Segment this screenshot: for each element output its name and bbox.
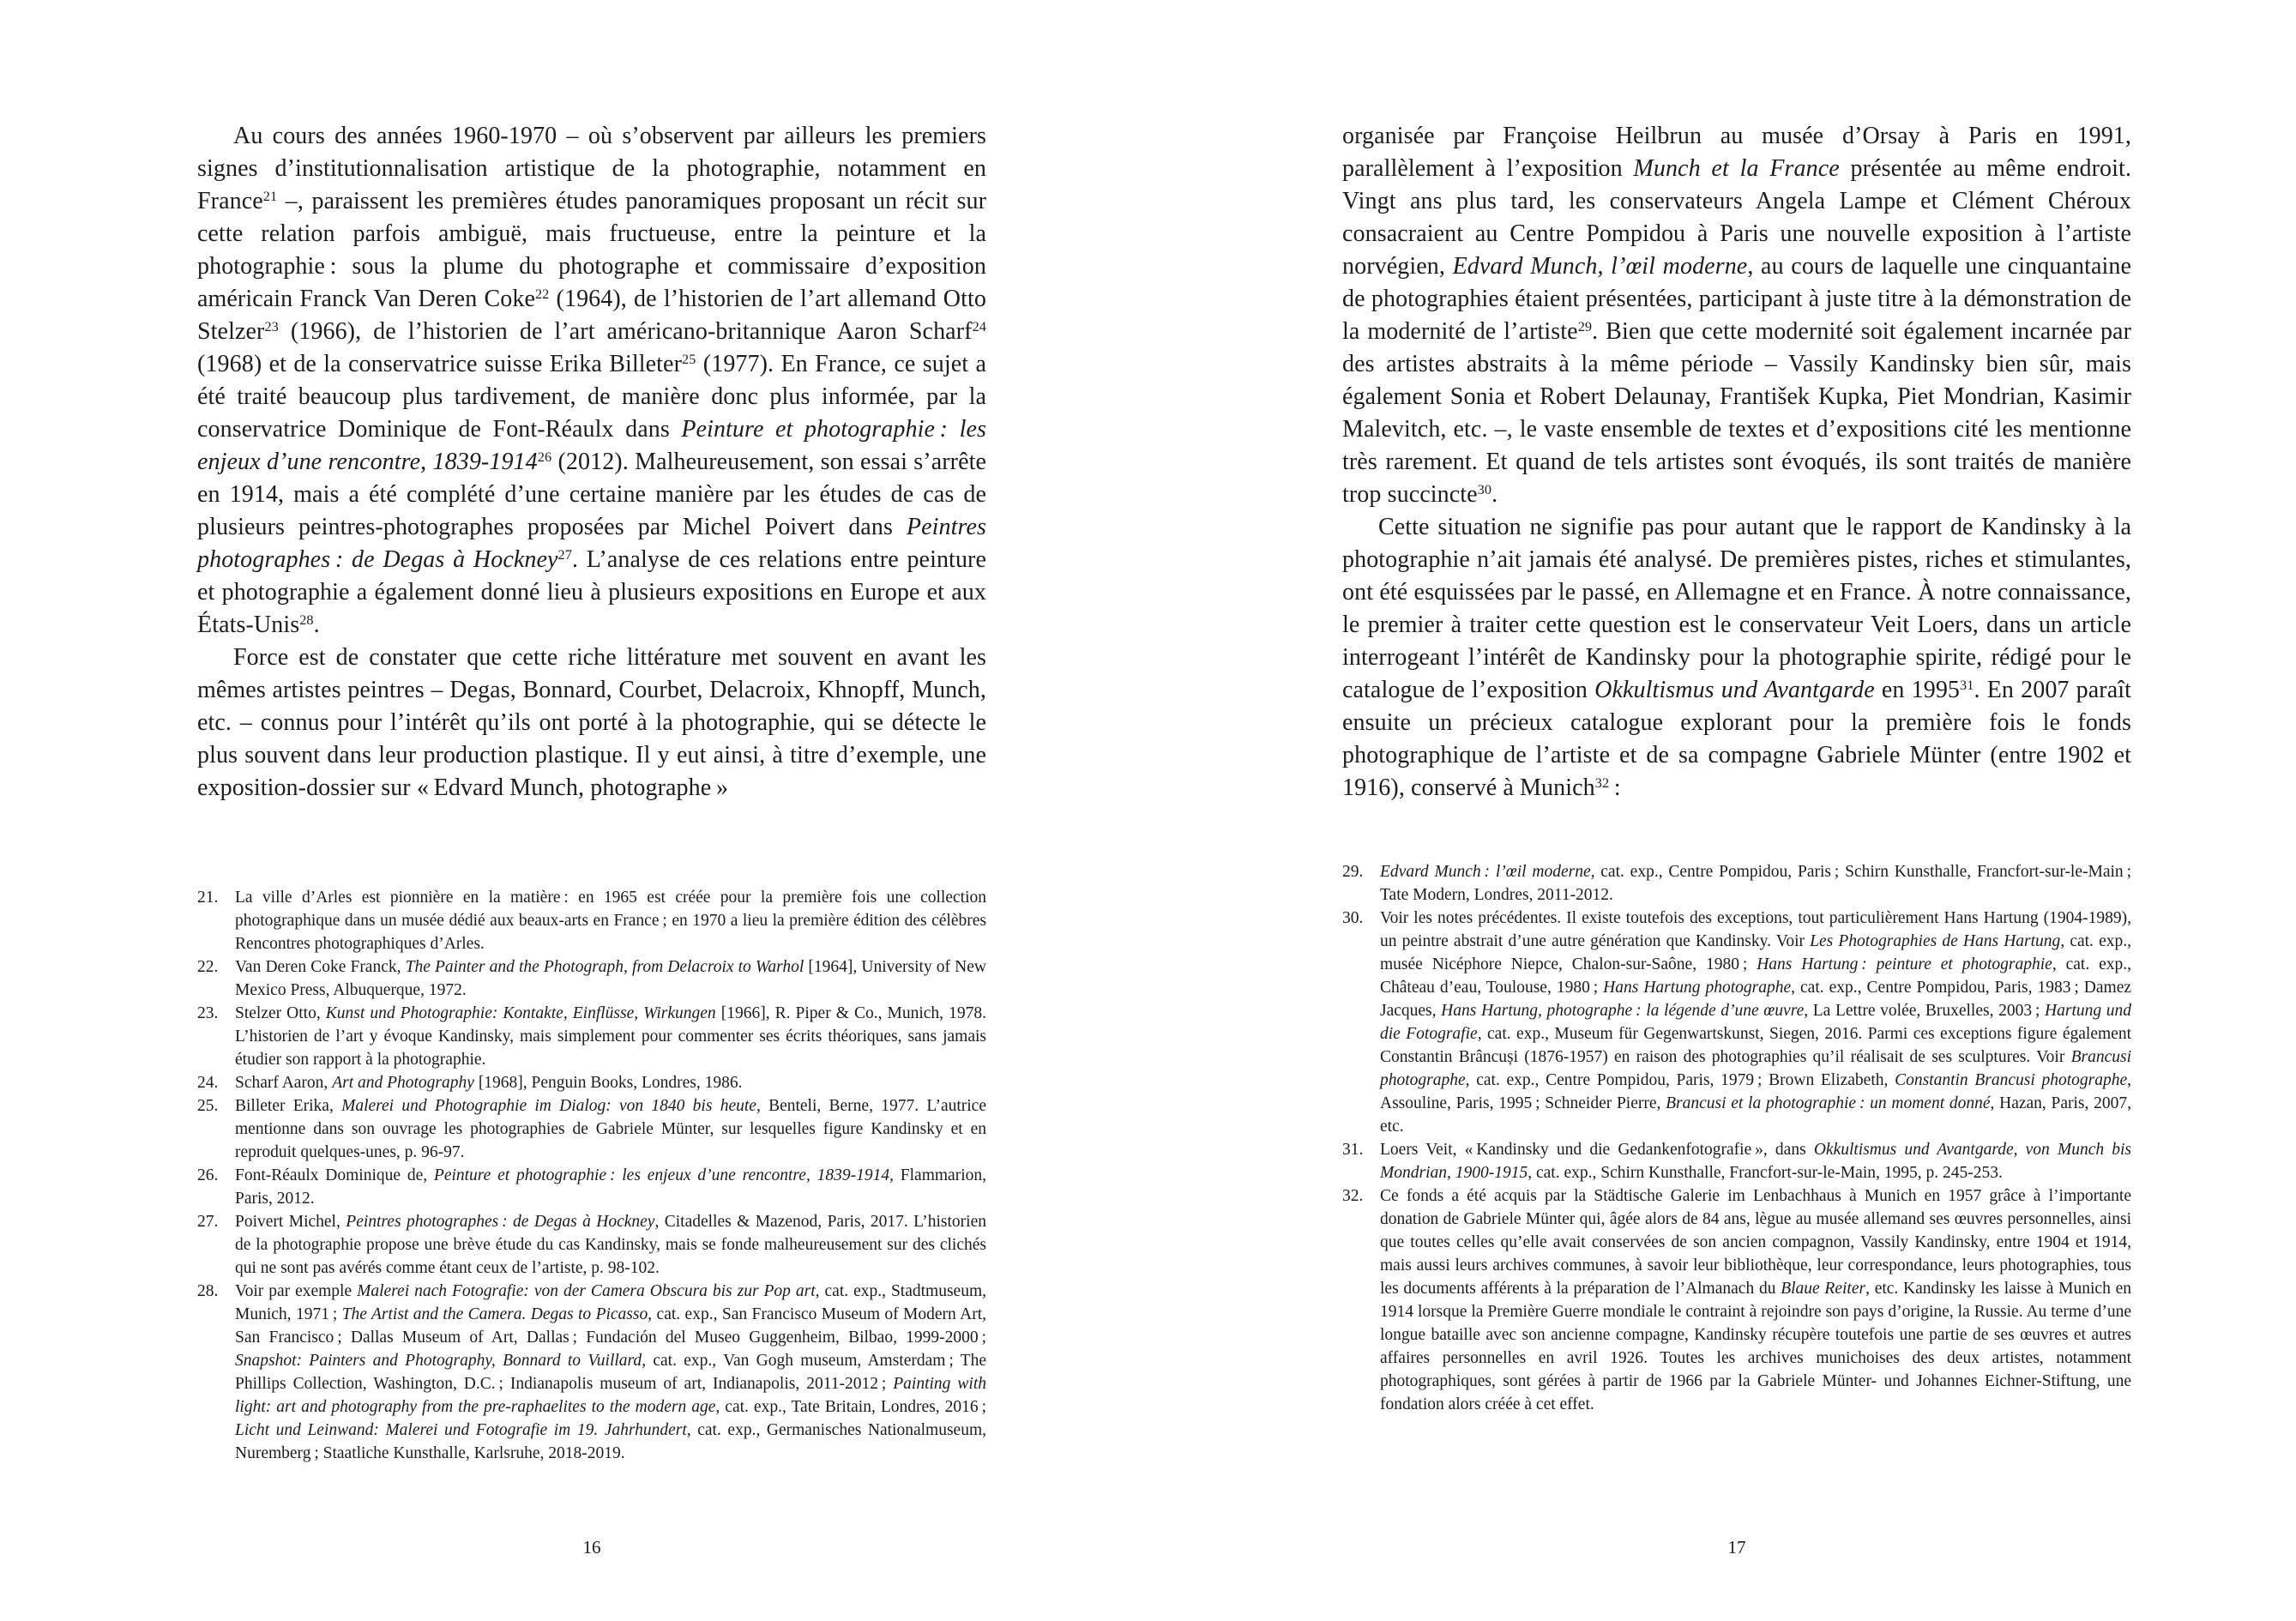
footnote-number: 27. bbox=[197, 1213, 219, 1231]
footnote-text: Billeter Erika, Malerei und Photographie im Dialog: von 1840 bis heute, Benteli, Berne, 1977. L’autrice mentionne dans son ouvrage les photographies de Gabriele Münter, sur lesquelles figure Kandinsky et en reproduit quelques-unes, p. 96-97. bbox=[235, 1097, 986, 1161]
footnote-number: 32. bbox=[1342, 1187, 1364, 1205]
footnote-text: Ce fonds a été acquis par la Städtische Galerie im Lenbachhaus à Munich en 1957 grâce à l’importante donation de Gabriele Münter qui, âgée alors de 84 ans, lègue au musée allemand ses œuvres personnelles, ainsi que toutes celles qu’elle avait conservées de son ancien compagnon, Vassily Kandinsky, entre 1904 et 1914, mais aussi leurs archives communes, à savoir leur bibliothèque, leur correspondance, leurs photographies, tous les documents afférents à la préparation de l’Almanach du Blaue Reiter, etc. Kandinsky les laisse à Munich en 1914 lorsque la Première Guerre mondiale le contraint à rejoindre son pays d’origine, la Russie. Au terme d’une longue bataille avec son ancienne compagne, Kandinsky récupère toutefois une partie de ses œuvres et autres affaires personnelles en avril 1926. Toutes les archives munichoises des deux artistes, notamment photographiques, sont gérées à partir de 1966 par la Gabriele Münter- und Johannes Eichner-Stiftung, une fondation alors créée à cet effet. bbox=[1380, 1187, 2131, 1413]
footnote-29 bbox=[1342, 860, 2131, 907]
footnote-25 bbox=[197, 1094, 986, 1164]
footnote-number: 25. bbox=[197, 1097, 219, 1115]
footnote-number: 26. bbox=[197, 1166, 219, 1184]
footnote-number: 30. bbox=[1342, 909, 1364, 927]
footnote-32 bbox=[1342, 1184, 2131, 1416]
paragraph: Cette situation ne signifie pas pour autant que le rapport de Kandinsky à la photographie n’ait jamais été analysé. De premières pistes, riches et stimulantes, ont été esquissées par le passé, en Allemagne et en France. À notre connaissance, le premier à traiter cette question est le conservateur Veit Loers, dans un article interrogeant l’intérêt de Kandinsky pour la photographie spirite, rédigé pour le catalogue de l’exposition Okkultismus und Avantgarde en 1995$^{31}$. En 2007 paraît ensuite un précieux catalogue explorant pour la première fois le fonds photographique de l’artiste et de sa compagne Gabriele Münter (entre 1902 et 1916), conservé à Munich$^{32}$ : bbox=[1342, 514, 2131, 801]
footnote-text: Font-Réaulx Dominique de, Peinture et photographie : les enjeux d’une rencontre, 1839-1914, Flammarion, Paris, 2012. bbox=[235, 1166, 986, 1208]
footnote-number: 21. bbox=[197, 889, 219, 907]
page-17-footnotes bbox=[1342, 860, 2131, 1416]
paragraph: Force est de constater que cette riche littérature met souvent en avant les mêmes artistes peintres – Degas, Bonnard, Courbet, Delacroix, Khnopff, Munch, etc. – connus pour l’intérêt qu’ils ont porté à la photographie, qui se détecte le plus souvent dans leur production plastique. Il y eut ainsi, à titre d’exemple, une exposition-dossier sur « Edvard Munch, photographe » bbox=[197, 644, 986, 801]
footnote-text: Van Deren Coke Franck, The Painter and the Photograph, from Delacroix to Warhol [1964], University of New Mexico Press, Albuquerque, 1972. bbox=[235, 958, 986, 999]
page-17-body bbox=[1342, 120, 2131, 804]
footnote-24 bbox=[197, 1071, 986, 1094]
footnote-text: Loers Veit, « Kandinsky und die Gedankenfotografie », dans Okkultismus und Avantgarde, von Munch bis Mondrian, 1900-1915, cat. exp., Schirn Kunsthalle, Francfort-sur-le-Main, 1995, p. 245-253. bbox=[1380, 1141, 2132, 1182]
paragraph: organisée par Françoise Heilbrun au musée d’Orsay à Paris en 1991, parallèlement à l’exposition Munch et la France présentée au même endroit. Vingt ans plus tard, les conservateurs Angela Lampe et Clément Chéroux consacraient au Centre Pompidou à Paris une nouvelle exposition à l’artiste norvégien, Edvard Munch, l’œil moderne, au cours de laquelle une cinquantaine de photographies étaient présentées, participant à juste titre à la démonstration de la modernité de l’artiste$^{29}$. Bien que cette modernité soit également incarnée par des artistes abstraits à la même période – Vassily Kandinsky bien sûr, mais également Sonia et Robert Delaunay, František Kupka, Piet Mondrian, Kasimir Malevitch, etc. –, le vaste ensemble de textes et d’expositions cité les mentionne très rarement. Et quand de tels artistes sont évoqués, ils sont traités de manière trop succincte$^{30}$. bbox=[1342, 123, 2132, 508]
page-16-body bbox=[197, 120, 986, 804]
paragraph: Au cours des années 1960-1970 – où s’observent par ailleurs les premiers signes d’institutionnalisation artistique de la photographie, notamment en France$^{21}$ –, paraissent les premières études panoramiques proposant un récit sur cette relation parfois ambiguë, mais fructueuse, entre la peinture et la photographie : sous la plume du photographe et commissaire d’exposition américain Franck Van Deren Coke$^{22}$ (1964), de l’historien de l’art allemand Otto Stelzer$^{23}$ (1966), de l’historien de l’art américano-britannique Aaron Scharf$^{24}$ (1968) et de la conservatrice suisse Erika Billeter$^{25}$ (1977). En France, ce sujet a été traité beaucoup plus tardivement, de manière donc plus informée, par la conservatrice Dominique de Font-Réaulx dans Peinture et photographie : les enjeux d’une rencontre, 1839-1914$^{26}$ (2012). Malheureusement, son essai s’arrête en 1914, mais a été complété d’une certaine manière par les études de cas de plusieurs peintres-photographes proposées par Michel Poivert dans Peintres photographes : de Degas à Hockney$^{27}$. L’analyse de ces relations entre peinture et photographie a également donné lieu à plusieurs expositions en Europe et aux États-Unis$^{28}$. bbox=[197, 123, 986, 638]
footnote-text: Voir par exemple Malerei nach Fotografie: von der Camera Obscura bis zur Pop art, cat. exp., Stadtmuseum, Munich, 1971 ; The Artist and the Camera. Degas to Picasso, cat. exp., San Francisco Museum of Modern Art, San Francisco ; Dallas Museum of Art, Dallas ; Fundación del Museo Guggenheim, Bilbao, 1999-2000 ; Snapshot: Painters and Photography, Bonnard to Vuillard, cat. exp., Van Gogh museum, Amsterdam ; The Phillips Collection, Washington, D.C. ; Indianapolis museum of art, Indianapolis, 2011-2012 ; Painting with light: art and photography from the pre-raphaelites to the modern age, cat. exp., Tate Britain, Londres, 2016 ; Licht und Leinwand: Malerei und Fotografie im 19. Jahrhundert, cat. exp., Germanisches Nationalmuseum, Nuremberg ; Staatliche Kunsthalle, Karlsruhe, 2018-2019. bbox=[235, 1282, 987, 1462]
page-number: 16 bbox=[582, 1537, 601, 1558]
footnote-number: 22. bbox=[197, 958, 219, 976]
footnote-30 bbox=[1342, 907, 2131, 1138]
footnote-28 bbox=[197, 1280, 986, 1465]
footnote-23 bbox=[197, 1002, 986, 1071]
footnote-22 bbox=[197, 955, 986, 1002]
footnote-21 bbox=[197, 886, 986, 955]
footnote-text: Poivert Michel, Peintres photographes : de Degas à Hockney, Citadelles & Mazenod, Paris, 2017. L’historien de la photographie propose une brève étude du cas Kandinsky, mais se fonde malheureusement sur des clichés qui ne sont pas avérés comme étant ceux de l’artiste, p. 98-102. bbox=[235, 1213, 986, 1277]
page-number: 17 bbox=[1727, 1537, 1746, 1558]
footnote-text: Scharf Aaron, Art and Photography [1968], Penguin Books, Londres, 1986. bbox=[235, 1074, 743, 1092]
page-16 bbox=[197, 120, 986, 1595]
footnote-text: Voir les notes précédentes. Il existe toutefois des exceptions, tout particulièrement Hans Hartung (1904-1989), un peintre abstrait d’une autre génération que Kandinsky. Voir Les Photographies de Hans Hartung, cat. exp., musée Nicéphore Niepce, Chalon-sur-Saône, 1980 ; Hans Hartung : peinture et photographie, cat. exp., Château d’eau, Toulouse, 1980 ; Hans Hartung photographe, cat. exp., Centre Pompidou, Paris, 1983 ; Damez Jacques, Hans Hartung, photographe : la légende d’une œuvre, La Lettre volée, Bruxelles, 2003 ; Hartung und die Fotografie, cat. exp., Museum für Gegenwartskunst, Siegen, 2016. Parmi ces exceptions figure également Constantin Brâncuși (1876-1957) en raison des photographies qu’il réalisait de ses sculptures. Voir Brancusi photographe, cat. exp., Centre Pompidou, Paris, 1979 ; Brown Elizabeth, Constantin Brancusi photographe, Assouline, Paris, 1995 ; Schneider Pierre, Brancusi et la photographie : un moment donné, Hazan, Paris, 2007, etc. bbox=[1380, 909, 2132, 1136]
footnote-text: Edvard Munch : l’œil moderne, cat. exp., Centre Pompidou, Paris ; Schirn Kunsthalle, Francfort-sur-le-Main ; Tate Modern, Londres, 2011-2012. bbox=[1380, 863, 2131, 904]
page-17 bbox=[1342, 120, 2131, 1595]
footnote-number: 23. bbox=[197, 1004, 219, 1022]
footnote-number: 31. bbox=[1342, 1141, 1364, 1159]
footnote-number: 28. bbox=[197, 1282, 219, 1300]
footnote-27 bbox=[197, 1210, 986, 1280]
footnote-number: 29. bbox=[1342, 863, 1364, 881]
page-16-footnotes bbox=[197, 886, 986, 1465]
footnote-number: 24. bbox=[197, 1074, 219, 1092]
footnote-text: Stelzer Otto, Kunst und Photographie: Kontakte, Einflüsse, Wirkungen [1966], R. Piper & Co., Munich, 1978. L’historien de l’art y évoque Kandinsky, mais simplement pour commenter ses écrits théoriques, sans jamais étudier son rapport à la photographie. bbox=[235, 1004, 986, 1069]
footnote-26 bbox=[197, 1164, 986, 1210]
footnote-31 bbox=[1342, 1138, 2131, 1184]
footnote-text: La ville d’Arles est pionnière en la matière : en 1965 est créée pour la première fois une collection photographique dans un musée dédié aux beaux-arts en France ; en 1970 a lieu la première édition des célèbres Rencontres photographiques d’Arles. bbox=[235, 889, 986, 953]
